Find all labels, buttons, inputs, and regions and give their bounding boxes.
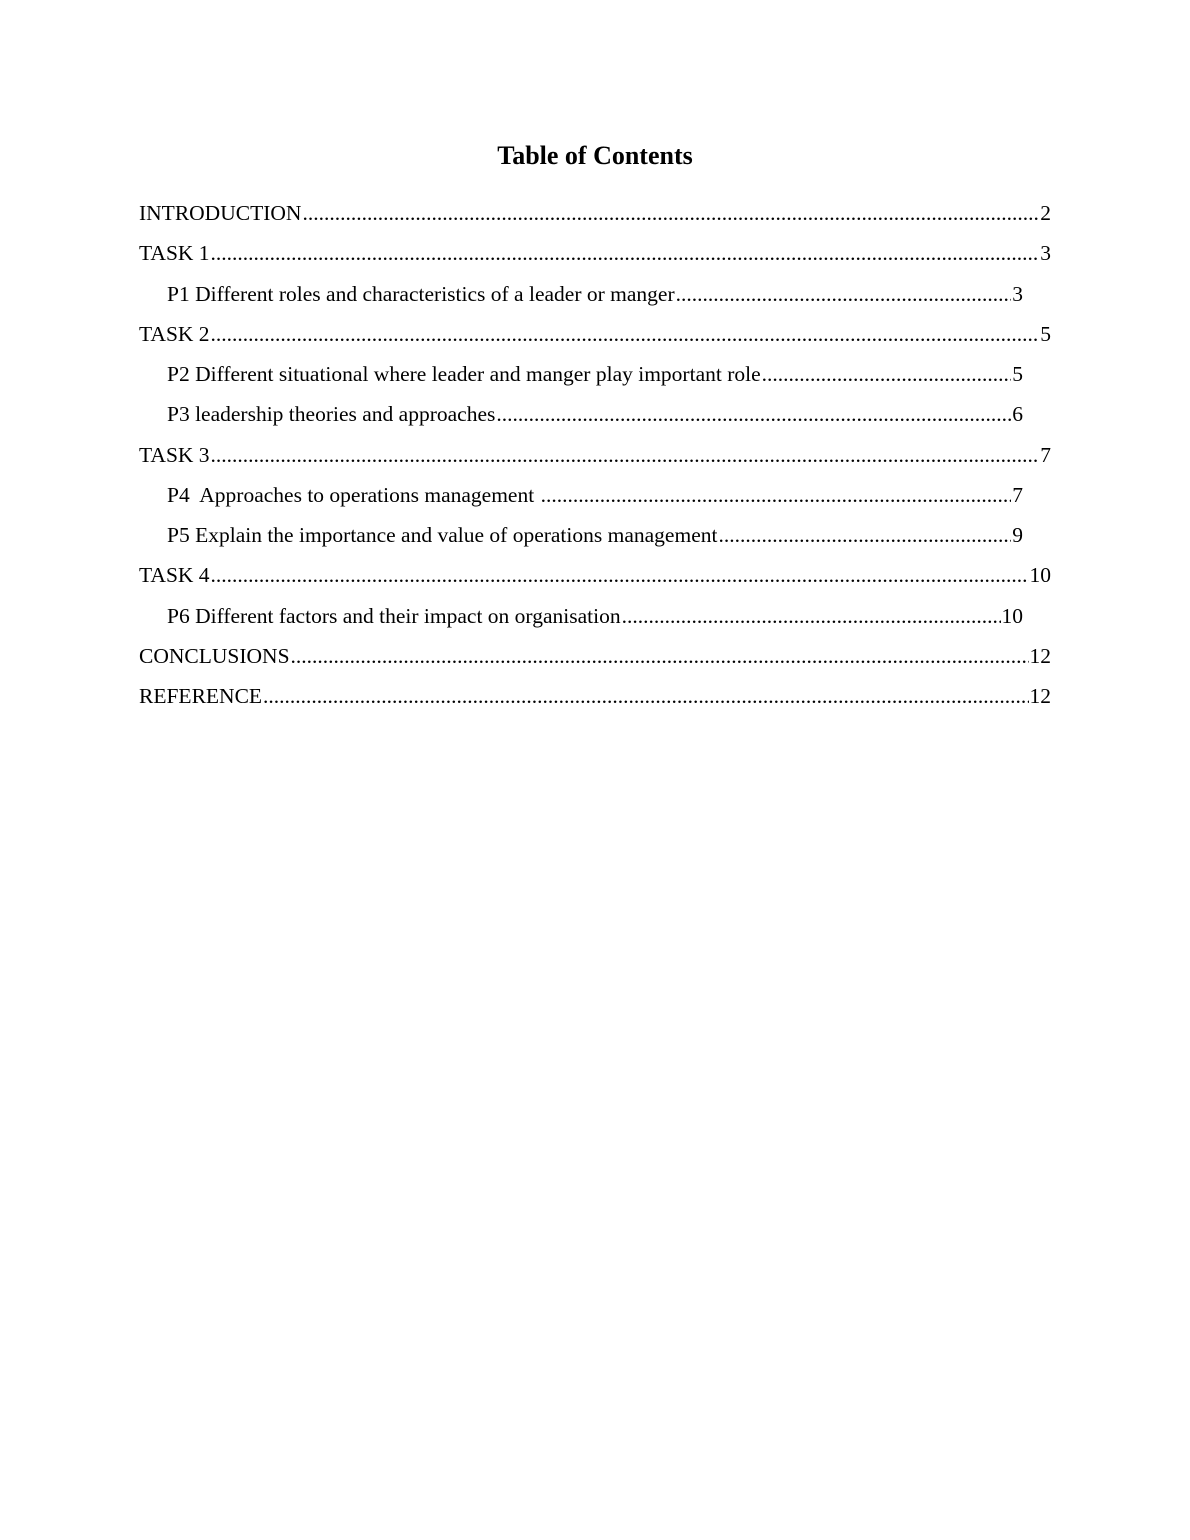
toc-entry-page-number: 7: [1012, 483, 1023, 507]
dot-leader: [762, 359, 1012, 389]
toc-entry-title: P1 Different roles and characteristics of a leader or manger: [167, 282, 675, 306]
toc-entry-title: REFERENCE: [139, 684, 263, 708]
toc-entry-title: TASK 3: [139, 443, 210, 467]
toc-entry-title: TASK 4: [139, 563, 210, 587]
toc-entry-page-number: 5: [1040, 322, 1051, 346]
toc-entry-page-number: 3: [1012, 282, 1023, 306]
toc-title: Table of Contents: [497, 141, 693, 170]
toc-entry-title: P6 Different factors and their impact on organisation: [167, 604, 621, 628]
toc-entry-page-number: 7: [1040, 443, 1051, 467]
toc-entry-p6[interactable]: [167, 601, 1023, 631]
toc-entry-page-number: 3: [1040, 241, 1051, 265]
dot-leader: [496, 399, 1011, 429]
dot-leader: [211, 440, 1040, 470]
toc-entry-title: INTRODUCTION: [139, 201, 302, 225]
toc-entry-page-number: 10: [1029, 563, 1051, 587]
dot-leader: [718, 520, 1011, 550]
dot-leader: [211, 238, 1040, 268]
toc-entry-p1[interactable]: [167, 279, 1023, 309]
dot-leader: [302, 198, 1039, 228]
toc-entry-task-4[interactable]: [139, 560, 1051, 590]
toc-entry-page-number: 6: [1012, 402, 1023, 426]
toc-entry-task-2[interactable]: [139, 319, 1051, 349]
toc-entry-page-number: 12: [1029, 684, 1051, 708]
toc-entry-task-1[interactable]: [139, 238, 1051, 268]
toc-entry-title: P5 Explain the importance and value of operations management: [167, 523, 718, 547]
toc-entry-page-number: 10: [1001, 604, 1023, 628]
toc-entry-p3[interactable]: [167, 399, 1023, 429]
toc-entry-page-number: 2: [1040, 201, 1051, 225]
dot-leader: [291, 641, 1029, 671]
toc-entry-p4[interactable]: [167, 480, 1023, 510]
toc-entry-task-3[interactable]: [139, 440, 1051, 470]
dot-leader: [541, 480, 1012, 510]
toc-entry-reference[interactable]: [139, 681, 1051, 711]
toc-entry-conclusions[interactable]: [139, 641, 1051, 671]
toc-entry-title: CONCLUSIONS: [139, 644, 290, 668]
toc-entry-page-number: 9: [1012, 523, 1023, 547]
toc-entry-page-number: 5: [1012, 362, 1023, 386]
toc-entry-title: P2 Different situational where leader and manger play important role: [167, 362, 761, 386]
toc-entry-title: P4 Approaches to operations management: [167, 483, 540, 507]
toc-entry-introduction[interactable]: [139, 198, 1051, 228]
toc-entry-title: TASK 1: [139, 241, 210, 265]
dot-leader: [211, 319, 1040, 349]
toc-entry-title: TASK 2: [139, 322, 210, 346]
dot-leader: [676, 279, 1012, 309]
dot-leader: [263, 681, 1028, 711]
toc-entry-p5[interactable]: [167, 520, 1023, 550]
dot-leader: [622, 601, 1001, 631]
dot-leader: [211, 560, 1029, 590]
toc-entry-title: P3 leadership theories and approaches: [167, 402, 496, 426]
toc-entry-p2[interactable]: [167, 359, 1023, 389]
toc-entry-page-number: 12: [1029, 644, 1051, 668]
